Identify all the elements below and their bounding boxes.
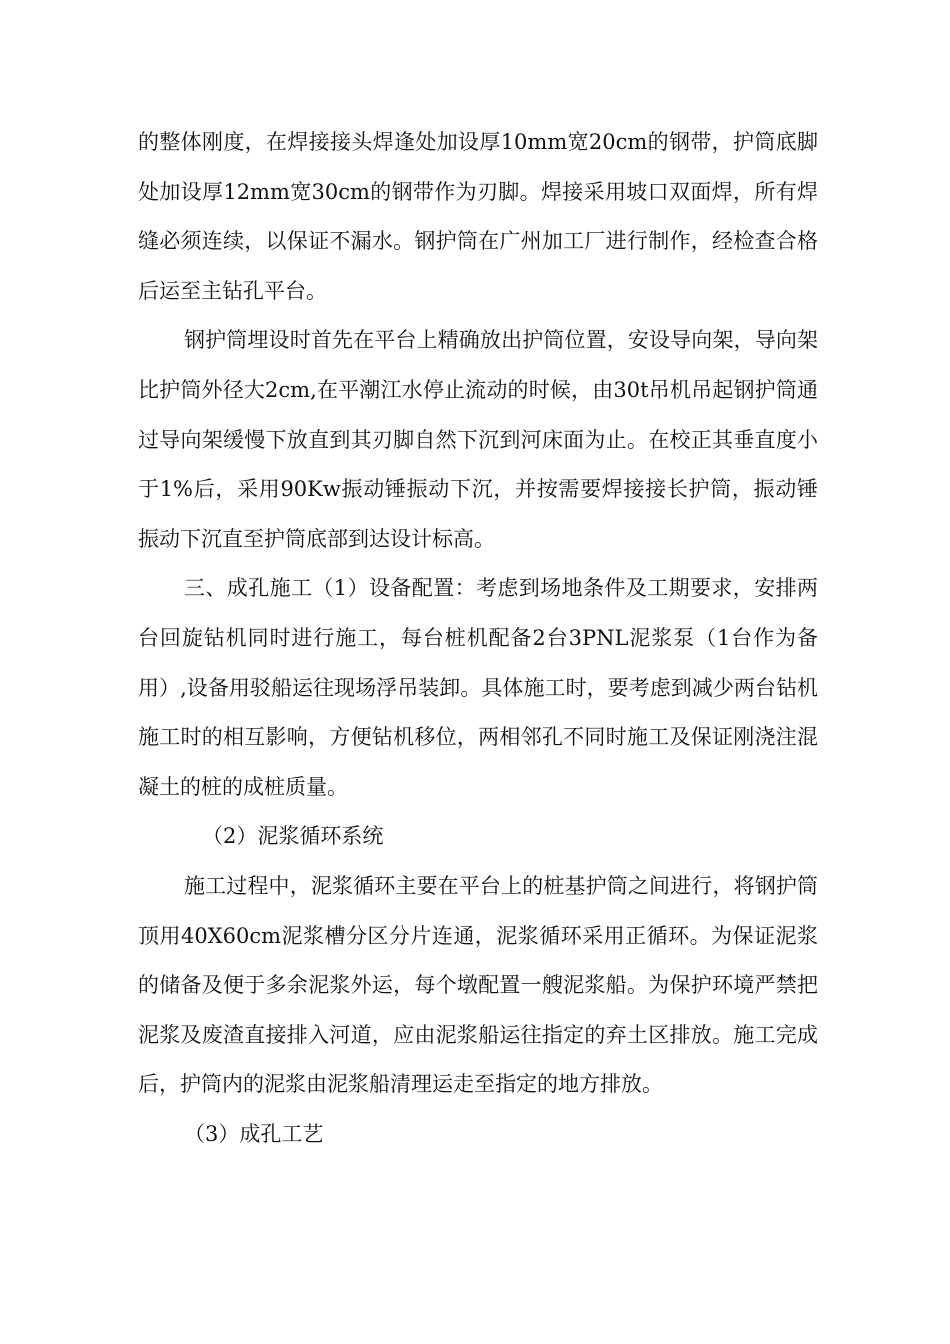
- document-page: [138, 118, 818, 1159]
- heading-hole-forming-process: （3）成孔工艺: [184, 1121, 324, 1146]
- paragraph-casing-stiffness: 的整体刚度，在焊接接头焊逢处加设厚10mm宽20cm的钢带，护筒底脚处加设厚12mm宽30cm的钢带作为刃脚。焊接采用坡口双面焊，所有焊缝必须连续，以保证不漏水。钢护筒在广州加工厂进行制作，经检查合格后运至主钻孔平台。: [138, 130, 818, 303]
- paragraph-mud-circulation: 施工过程中，泥浆循环主要在平台上的桩基护筒之间进行，将钢护筒顶用40X60cm泥浆槽分区分片连通，泥浆循环采用正循环。为保证泥浆的储备及便于多余泥浆外运，每个墩配置一艘泥浆船。为保护环境严禁把泥浆及废渣直接排入河道，应由泥浆船运往指定的弃土区排放。施工完成后，护筒内的泥浆由泥浆船清理运走至指定的地方排放。: [138, 873, 818, 1097]
- paragraph-casing-embedding: 钢护筒埋设时首先在平台上精确放出护筒位置，安设导向架，导向架比护筒外径大2cm,在平潮江水停止流动的时候，由30t吊机吊起钢护筒通过导向架缓慢下放直到其刃脚自然下沉到河床面为止。在校正其垂直度小于1%后，采用90Kw振动锤振动下沉，并按需要焊接接长护筒，振动锤振动下沉直至护筒底部到达设计标高。: [138, 328, 818, 551]
- heading-mud-circulation: （2）泥浆循环系统: [202, 824, 384, 849]
- paragraph-hole-forming-equipment: 三、成孔施工（1）设备配置：考虑到场地条件及工期要求，安排两台回旋钻机同时进行施工，每台桩机配备2台3PNL泥浆泵（1台作为备用）,设备用驳船运往现场浮吊装卸。具体施工时，要考虑到减少两台钻机施工时的相互影响，方便钻机移位，两相邻孔不同时施工及保证刚浇注混凝土的桩的成桩质量。: [138, 576, 818, 799]
